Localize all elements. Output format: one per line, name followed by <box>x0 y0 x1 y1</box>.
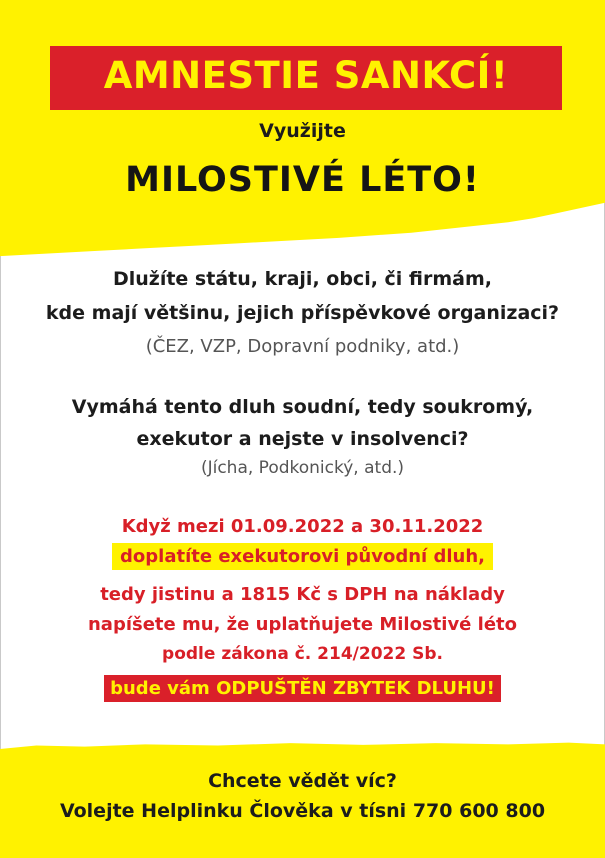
steps-line-4: napíšete mu, že uplatňujete Milostivé léto <box>87 614 517 635</box>
question-2-note: (Jícha, Podkonický, atd.) <box>200 458 405 478</box>
question-2-line-2: exekutor a nejste v insolvenci? <box>136 428 469 450</box>
intro-text: Využijte <box>259 120 346 142</box>
steps-line-5: podle zákona č. 214/2022 Sb. <box>162 644 443 664</box>
footer-call: Volejte Helplinku Člověka v tísni <box>59 800 407 822</box>
question-1-line-2: kde mají většinu, jejich příspěvkové organizaci? <box>45 302 560 324</box>
question-1-line-1: Dlužíte státu, kraji, obci, či firmám, <box>112 268 493 290</box>
footer-question: Chcete vědět víc? <box>208 770 397 792</box>
headline: AMNESTIE SANKCÍ! <box>103 54 509 97</box>
helpline-phone[interactable]: 770 600 800 <box>412 800 546 822</box>
steps-line-2-wrap <box>0 546 605 567</box>
steps-line-6: bude vám ODPUŠTĚN ZBYTEK DLUHU! <box>104 675 501 702</box>
headline-banner <box>50 46 562 110</box>
steps-line-2: doplatíte exekutorovi původní dluh, <box>112 543 493 570</box>
steps-line-3: tedy jistinu a 1815 Kč s DPH na náklady <box>100 584 505 605</box>
question-2-line-1: Vymáhá tento dluh soudní, tedy soukromý, <box>71 396 534 418</box>
steps-line-6-wrap <box>0 678 605 699</box>
footer-call-line <box>0 800 605 822</box>
main-title: MILOSTIVÉ LÉTO! <box>125 160 480 200</box>
steps-line-1: Když mezi 01.09.2022 a 30.11.2022 <box>121 516 484 537</box>
question-1-note: (ČEZ, VZP, Dopravní podniky, atd.) <box>145 336 460 357</box>
